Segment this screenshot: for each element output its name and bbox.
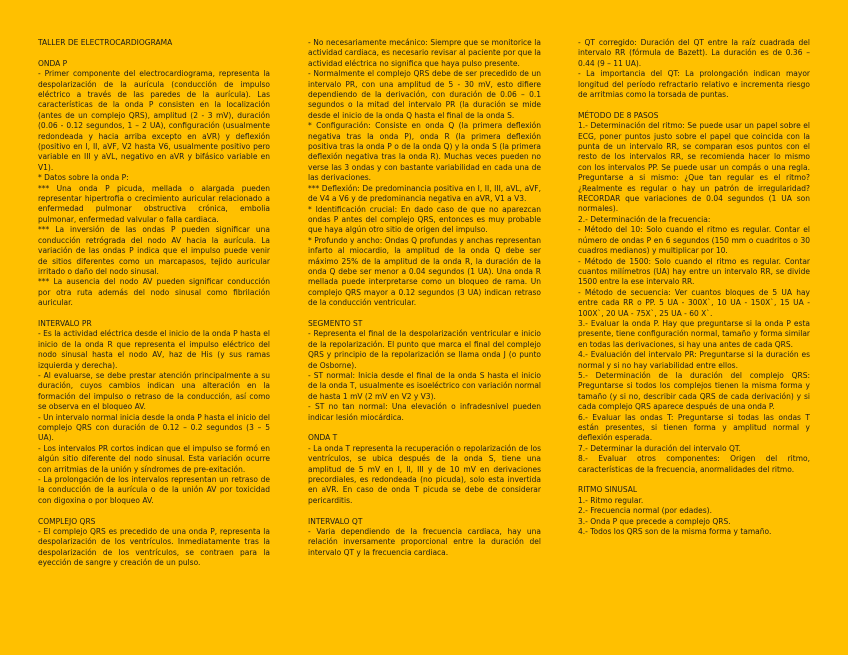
paragraph: - Método del 10: Solo cuando el ritmo es regular. Contar el número de ondas P en 6 segundos (150 mm o cuadritos o 30 cuadros medianos) y multiplicar por 10.	[578, 225, 810, 256]
paragraph: - Es la actividad eléctrica desde el inicio de la onda P hasta el inicio de la onda R que representa el impulso eléctrico del nodo sinusal hasta el nodo AV, haz de His (y sus ramas izquierda y derecha).	[38, 329, 270, 370]
paragraph: - Al evaluarse, se debe prestar atención principalmente a su duración, cuyos cambios indican una alteración en la formación del impulso o retraso de la conducción, así como se observa en el bloqueo AV.	[38, 370, 270, 412]
paragraph: *** La ausencia del nodo AV pueden significar conducción por otra ruta además del nodo sinusal como fibrilación auricular.	[38, 277, 270, 308]
paragraph: - La onda T representa la recuperación o repolarización de los ventrículos, se ubica después de la onda S, tiene una amplitud de 5 mV en I, II, III y de 10 mV en derivaciones precordiales, es redondeada (no picuda), solo esta invertida en aVR. En caso de onda T picuda se debe de considerar pericarditis.	[308, 443, 541, 505]
section-title-complejo-qrs: COMPLEJO QRS	[38, 516, 96, 526]
paragraph: 2.- Determinación de la frecuencia:	[578, 214, 711, 224]
document-title: TALLER DE ELECTROCARDIOGRAMA	[38, 38, 173, 47]
list-item: 1.- Ritmo regular.	[578, 495, 644, 505]
paragraph: * Configuración: Consiste en onda Q (la primera deflexión negativa tras la onda P), onda R (la primera deflexión positiva tras la onda P o de la onda Q) y la onda S (la primera deflexión negativa tras la onda R). Muchas veces pueden no verse las 3 ondas y con bastante variabilidad en cada una de las derivaciones.	[308, 121, 541, 183]
paragraph: 5.- Determinación de la duración del complejo QRS: Preguntarse si todos los complejos tienen la misma forma y tamaño (y si no, describir cada QRS de cada derivación) y si cada complejo QRS aparece después de una onda P.	[578, 370, 810, 412]
paragraph: - La importancia del QT: La prolongación indican mayor longitud del período refractario relativo e incrementa riesgo de arritmias como la torsada de puntas.	[578, 69, 810, 100]
paragraph: - Representa el final de la despolarización ventricular e inicio de la repolarización. El punto que marca el final del complejo QRS y principio de la repolarización se llama onda J (o punto de Osborne).	[308, 329, 541, 370]
paragraph: 7.- Determinar la duración del intervalo QT.	[578, 443, 741, 453]
paragraph: - Método de secuencia: Ver cuantos bloques de 5 UA hay entre cada RR o PP. 5 UA - 300X`, 10 UA - 150X`, 15 UA - 100X`, 20 UA - 75X`, 25 UA - 60 X`.	[578, 287, 810, 318]
paragraph: - ST no tan normal: Una elevación o infradesnivel pueden indicar lesión miocárdica.	[308, 402, 541, 422]
paragraph: - Normalmente el complejo QRS debe de ser precedido de un intervalo PR, con una amplitud de 5 - 30 mV, esto difiere dependiendo de la derivación, con duración de 0.06 – 0.1 segundos o la mitad del intervalo PR (la duración se mide desde el inicio de la onda Q hasta el final de la onda S.	[308, 69, 541, 120]
list-item: 4.- Todos los QRS son de la misma forma y tamaño.	[578, 527, 772, 537]
paragraph: 8.- Evaluar otros componentes: Origen del ritmo, características de la frecuencia, anormalidades del ritmo.	[578, 454, 810, 474]
paragraph: * Identificación crucial: En dado caso de que no aparezcan ondas P antes del complejo QRS, entonces es muy probable que haya algún otro sitio de origen del impulso.	[308, 204, 541, 235]
paragraph: - ST normal: Inicia desde el final de la onda S hasta el inicio de la onda T, usualmente es isoeléctrico con variación normal de hasta 1 mV (2 mV en V2 y V3).	[308, 370, 541, 401]
paragraph: - Varia dependiendo de la frecuencia cardiaca, hay una relación inversamente proporcional entre la duración del intervalo QT y la frecuencia cardiaca.	[308, 527, 541, 557]
column-middle	[308, 38, 541, 558]
section-title-onda-t: ONDA T	[308, 433, 338, 443]
paragraph: - Método de 1500: Solo cuando el ritmo es regular. Contar cuantos milímetros (UA) hay entre un intervalo RR, se divide 1500 entre la ese intervalo RR.	[578, 256, 810, 287]
list-item: 3.- Onda P que precede a complejo QRS.	[578, 516, 731, 526]
column-right	[578, 38, 810, 537]
section-title-onda-p: ONDA P	[38, 58, 68, 68]
paragraph: * Profundo y ancho: Ondas Q profundas y anchas representan infarto al miocardio, la amplitud de la onda Q debe ser máximo 25% de la amplitud de la onda R, la duración de la onda Q debe ser menor a 0.04 segundos (1 UA). Una onda R mellada puede interpretarse como un bloqueo de rama. Un complejo QRS mayor a 0.12 segundos (3 UA) indican retraso de la conducción ventricular.	[308, 235, 541, 308]
paragraph: 4.- Evaluación del intervalo PR: Preguntarse si la duración es normal y si no hay variabilidad entre ellos.	[578, 350, 810, 370]
section-title-intervalo-qt: INTERVALO QT	[308, 516, 363, 526]
paragraph: - Primer componente del electrocardiograma, representa la despolarización de la aurícula (conducción de impulso eléctrico a través de las paredes de la aurícula). Las características de la onda P consisten en la localización (antes de un complejo QRS), amplitud (2 - 3 mV), duración (0.06 - 0.12 segundos, 1 – 2 UA), configuración (usualmente redondeada y hacia arriba excepto en aVR) y deflexión (positivo en I, II, aVF, V2 hasta V6, usualmente positivo pero variable en III y aVL, negativo en aVR y bifásico variable en V1).	[38, 69, 270, 172]
paragraph: *** Una onda P picuda, mellada o alargada pueden representar hipertrofia o crecimiento auricular relacionado a enfermedad pulmonar obstructiva crónica, embolia pulmonar, enfermedad valvular o falla cardiaca.	[38, 183, 270, 224]
paragraph: - El complejo QRS es precedido de una onda P, representa la despolarización de los ventrículos. Inmediatamente tras la despolarización de los ventrículos, se contraen para la eyección de sangre y creación de un pulso.	[38, 527, 270, 568]
paragraph: - La prolongación de los intervalos representan un retraso de la conducción de la aurícula o de la unión AV por toxicidad con digoxina o por bloqueo AV.	[38, 475, 270, 505]
paragraph: 1.- Determinación del ritmo: Se puede usar un papel sobre el ECG, poner puntos justo sobre el papel que coincida con la punta de un intervalo RR, se comparan esos puntos con el resto de los intervalos RR, se recomienda hacer lo mismo con los intervalos PP. Se puede usar un compás o una regla. Preguntarse a si mismo: ¿Que tan regular es el ritmo? ¿Realmente es regular o hay un patrón de irregularidad? RECORDAR que variaciones de 0.04 segundos (1 UA son normales).	[578, 121, 810, 214]
list-item: 2.- Frecuencia normal (por edades).	[578, 506, 712, 516]
paragraph: *** Deflexión: De predominancia positiva en I, II, III, aVL, aVF, de V4 a V6 y de predominancia negativa en aVR, V1 a V3.	[308, 183, 541, 204]
paragraph: 6.- Evaluar las ondas T: Preguntarse si todas las ondas T están presentes, si tienen forma y amplitud normal y deflexión esperada.	[578, 412, 810, 443]
section-title-intervalo-pr: INTERVALO PR	[38, 318, 92, 328]
paragraph: - No necesariamente mecánico: Siempre que se monitorice la actividad cardiaca, es necesario revisar al paciente por que la actividad eléctrica no significa que haya pulso presente.	[308, 38, 541, 68]
paragraph: *** La inversión de las ondas P pueden significar una conducción retrógrada del nodo AV hacia la aurícula. La variación de las ondas P indica que el impulso puede venir de sitios diferentes como un marcapasos, tejido auricular irritado o daño del nodo sinusal.	[38, 225, 270, 276]
section-title-metodo: MÉTODO DE 8 PASOS	[578, 110, 659, 120]
paragraph: - QT corregido: Duración del QT entre la raíz cuadrada del intervalo RR (fórmula de Bazett). La duración es de 0.36 – 0.44 (9 – 11 UA).	[578, 38, 810, 68]
paragraph: - Un intervalo normal inicia desde la onda P hasta el inicio del complejo QRS con duración de 0.12 – 0.2 segundos (3 – 5 UA).	[38, 412, 270, 443]
paragraph: - Los intervalos PR cortos indican que el impulso se formó en algún sitio diferente del nodo sinusal. Esta variación ocurre con arritmias de la unión y síndromes de pre-exitación.	[38, 443, 270, 474]
paragraph: * Datos sobre la onda P:	[38, 173, 129, 183]
section-title-segmento-st: SEGMENTO ST	[308, 318, 363, 328]
paragraph: 3.- Evaluar la onda P. Hay que preguntarse si la onda P esta presente, tiene configuración normal, tamaño y forma similar en todas las derivaciones, si hay una antes de cada QRS.	[578, 318, 810, 349]
column-left	[38, 38, 270, 569]
section-title-ritmo-sinusal: RITMO SINUSAL	[578, 485, 638, 495]
